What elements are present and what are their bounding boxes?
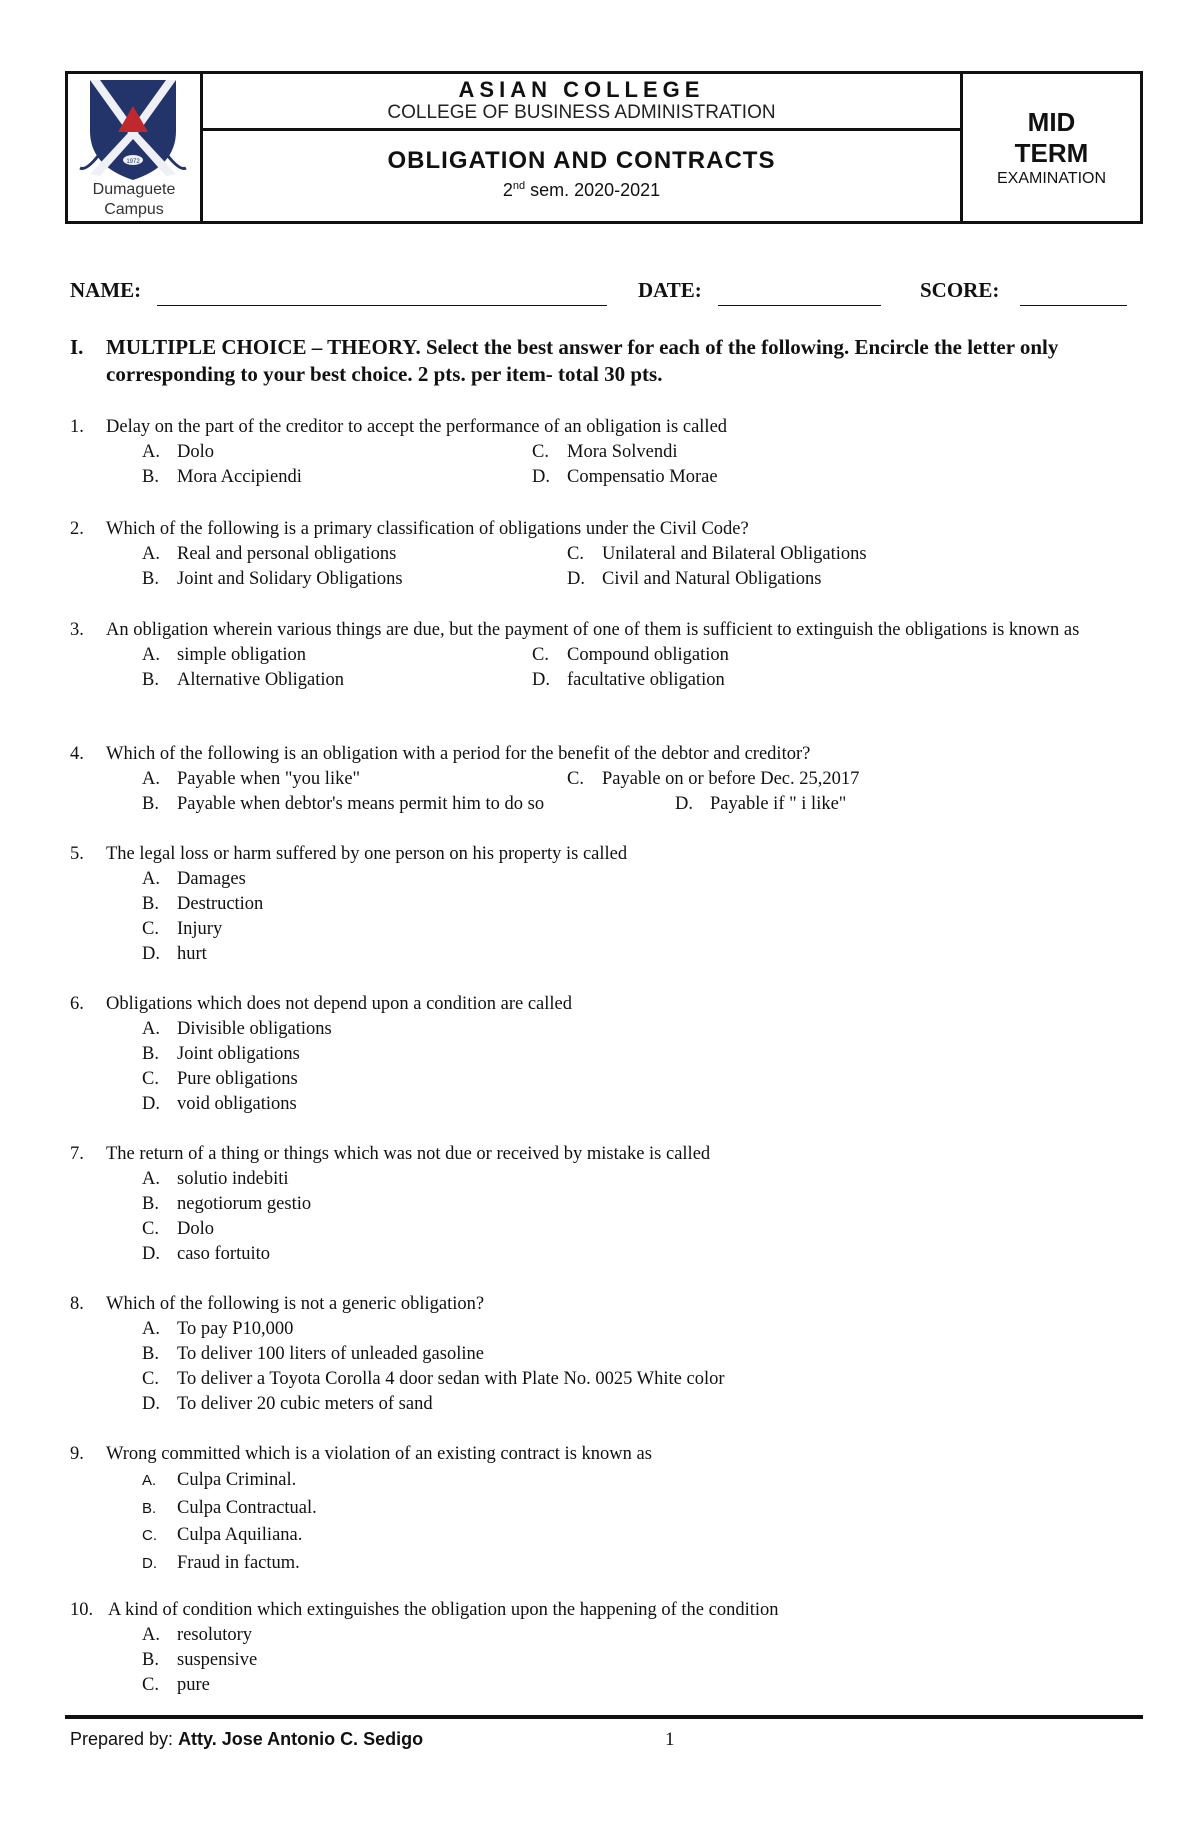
question-6 xyxy=(70,992,1135,1117)
options xyxy=(70,1467,1135,1577)
subject-block xyxy=(203,131,960,221)
question-number: 10. xyxy=(70,1600,94,1620)
name-label: NAME: xyxy=(70,278,142,302)
campus-line-2: Campus xyxy=(104,201,164,218)
option-a[interactable]: A. Real and personal obligations xyxy=(142,544,397,564)
options xyxy=(70,867,1135,967)
option-a[interactable]: A. Dolo xyxy=(142,442,214,462)
option-a[interactable]: A. resolutory xyxy=(142,1625,253,1645)
option-d[interactable]: D. hurt xyxy=(142,944,207,964)
exam-header xyxy=(65,71,1143,224)
options xyxy=(70,767,1135,817)
options xyxy=(70,1623,1135,1698)
option-a[interactable]: A. Payable when "you like" xyxy=(142,769,361,789)
option-d[interactable]: D. void obligations xyxy=(142,1094,297,1114)
option-a[interactable]: A. simple obligation xyxy=(142,645,306,665)
asian-college-logo xyxy=(78,76,188,181)
option-c[interactable]: C. Payable on or before Dec. 25,2017 xyxy=(567,769,860,789)
exam-term: TERM xyxy=(1014,138,1089,168)
date-field[interactable] xyxy=(718,305,881,306)
question-text: A kind of condition which extinguishes the obligation upon the happening of the condition xyxy=(108,1600,779,1620)
campus-line-1: Dumaguete xyxy=(92,181,176,198)
option-c[interactable]: C. Dolo xyxy=(142,1219,214,1239)
question-number: 9. xyxy=(70,1444,84,1464)
question-text: Obligations which does not depend upon a condition are called xyxy=(106,994,572,1014)
option-d[interactable]: D. Civil and Natural Obligations xyxy=(567,569,822,589)
section-heading xyxy=(70,334,1135,388)
question-number: 5. xyxy=(70,844,84,864)
option-b[interactable]: B. To deliver 100 liters of unleaded gasoline xyxy=(142,1344,484,1364)
svg-text:1972: 1972 xyxy=(126,159,140,165)
option-b[interactable]: B. Joint and Solidary Obligations xyxy=(142,569,403,589)
option-d[interactable]: D. caso fortuito xyxy=(142,1244,270,1264)
options xyxy=(70,1167,1135,1267)
semester xyxy=(203,175,960,201)
title-cell xyxy=(203,74,963,221)
option-c[interactable]: C. Mora Solvendi xyxy=(532,442,678,462)
question-3 xyxy=(70,618,1135,693)
sem-suffix: nd xyxy=(512,180,526,192)
option-d[interactable]: D. facultative obligation xyxy=(532,670,725,690)
question-number: 1. xyxy=(70,417,84,437)
date-label: DATE: xyxy=(638,278,702,302)
options xyxy=(70,643,1135,693)
option-c[interactable]: C. Injury xyxy=(142,919,223,939)
option-c[interactable]: C. Unilateral and Bilateral Obligations xyxy=(567,544,867,564)
page-number: 1 xyxy=(665,1729,675,1750)
preparer-name: Atty. Jose Antonio C. Sedigo xyxy=(178,1729,424,1749)
question-text: Wrong committed which is a violation of an existing contract is known as xyxy=(106,1444,652,1464)
exam-mid: MID xyxy=(1027,107,1076,137)
option-b[interactable]: B. Culpa Contractual. xyxy=(142,1497,317,1518)
campus-label xyxy=(68,180,200,220)
sem-number: 2 xyxy=(502,180,513,200)
option-b[interactable]: B. Alternative Obligation xyxy=(142,670,344,690)
options xyxy=(70,440,1135,490)
question-9 xyxy=(70,1442,1135,1577)
question-4 xyxy=(70,742,1135,817)
subject-title: OBLIGATION AND CONTRACTS xyxy=(387,147,776,174)
option-b[interactable]: B. Joint obligations xyxy=(142,1044,300,1064)
option-c[interactable]: C. pure xyxy=(142,1675,210,1695)
question-text: The legal loss or harm suffered by one person on his property is called xyxy=(106,844,628,864)
question-text: Which of the following is not a generic obligation? xyxy=(106,1294,485,1314)
option-d[interactable]: D. Fraud in factum. xyxy=(142,1552,300,1573)
option-c[interactable]: C. Compound obligation xyxy=(532,645,729,665)
question-number: 8. xyxy=(70,1294,84,1314)
footer-rule xyxy=(65,1715,1143,1719)
question-text: Delay on the part of the creditor to accept the performance of an obligation is called xyxy=(106,417,728,437)
exam-label: EXAMINATION xyxy=(996,170,1107,187)
option-a[interactable]: A. Divisible obligations xyxy=(142,1019,332,1039)
prepared-label: Prepared by: xyxy=(70,1729,179,1749)
score-label: SCORE: xyxy=(920,278,1000,302)
option-b[interactable]: B. Mora Accipiendi xyxy=(142,467,302,487)
option-b[interactable]: B. suspensive xyxy=(142,1650,258,1670)
option-a[interactable]: A. To pay P10,000 xyxy=(142,1319,294,1339)
question-text: An obligation wherein various things are due, but the payment of one of them is sufficient to extinguish the obligations is known as xyxy=(106,620,1080,640)
options xyxy=(70,1017,1135,1117)
question-5 xyxy=(70,842,1135,967)
option-b[interactable]: B. negotiorum gestio xyxy=(142,1194,312,1214)
option-c[interactable]: C. Pure obligations xyxy=(142,1069,298,1089)
exam-type-cell xyxy=(963,74,1140,221)
question-number: 3. xyxy=(70,620,84,640)
question-7 xyxy=(70,1142,1135,1267)
score-field[interactable] xyxy=(1020,305,1127,306)
section-number: I. xyxy=(70,335,84,359)
option-b[interactable]: B. Destruction xyxy=(142,894,264,914)
option-d[interactable]: D. Payable if " i like" xyxy=(675,794,847,814)
college-name: ASIAN COLLEGE xyxy=(458,77,705,102)
option-d[interactable]: D. Compensatio Morae xyxy=(532,467,718,487)
question-1 xyxy=(70,415,1135,490)
question-number: 2. xyxy=(70,519,84,539)
question-10 xyxy=(70,1598,1135,1698)
college-department: COLLEGE OF BUSINESS ADMINISTRATION xyxy=(387,102,776,123)
option-c[interactable]: C. To deliver a Toyota Corolla 4 door sedan with Plate No. 0025 White color xyxy=(142,1369,725,1389)
question-8 xyxy=(70,1292,1135,1417)
option-d[interactable]: D. To deliver 20 cubic meters of sand xyxy=(142,1394,433,1414)
option-a[interactable]: A. solutio indebiti xyxy=(142,1169,289,1189)
section-instructions: MULTIPLE CHOICE – THEORY. Select the best answer for each of the following. Encircle the letter only corresponding to your best choice. 2 pts. per item- total 30 pts. xyxy=(106,335,1059,386)
sem-year: sem. 2020-2021 xyxy=(525,180,661,200)
question-number: 4. xyxy=(70,744,84,764)
prepared-by xyxy=(70,1729,423,1750)
question-number: 7. xyxy=(70,1144,84,1164)
name-field[interactable] xyxy=(157,305,607,306)
option-b[interactable]: B. Payable when debtor's means permit him to do so xyxy=(142,794,545,814)
options xyxy=(70,542,1135,592)
option-a[interactable]: A. Damages xyxy=(142,869,246,889)
question-number: 6. xyxy=(70,994,84,1014)
question-text: Which of the following is an obligation with a period for the benefit of the debtor and creditor? xyxy=(106,744,811,764)
question-text: The return of a thing or things which was not due or received by mistake is called xyxy=(106,1144,711,1164)
option-c[interactable]: C. Culpa Aquiliana. xyxy=(142,1525,303,1545)
question-text: Which of the following is a primary classification of obligations under the Civil Code? xyxy=(106,519,749,539)
options xyxy=(70,1317,1135,1417)
question-2 xyxy=(70,517,1135,592)
option-a[interactable]: A. Culpa Criminal. xyxy=(142,1470,297,1490)
college-block xyxy=(203,74,960,131)
logo-cell xyxy=(68,74,203,221)
